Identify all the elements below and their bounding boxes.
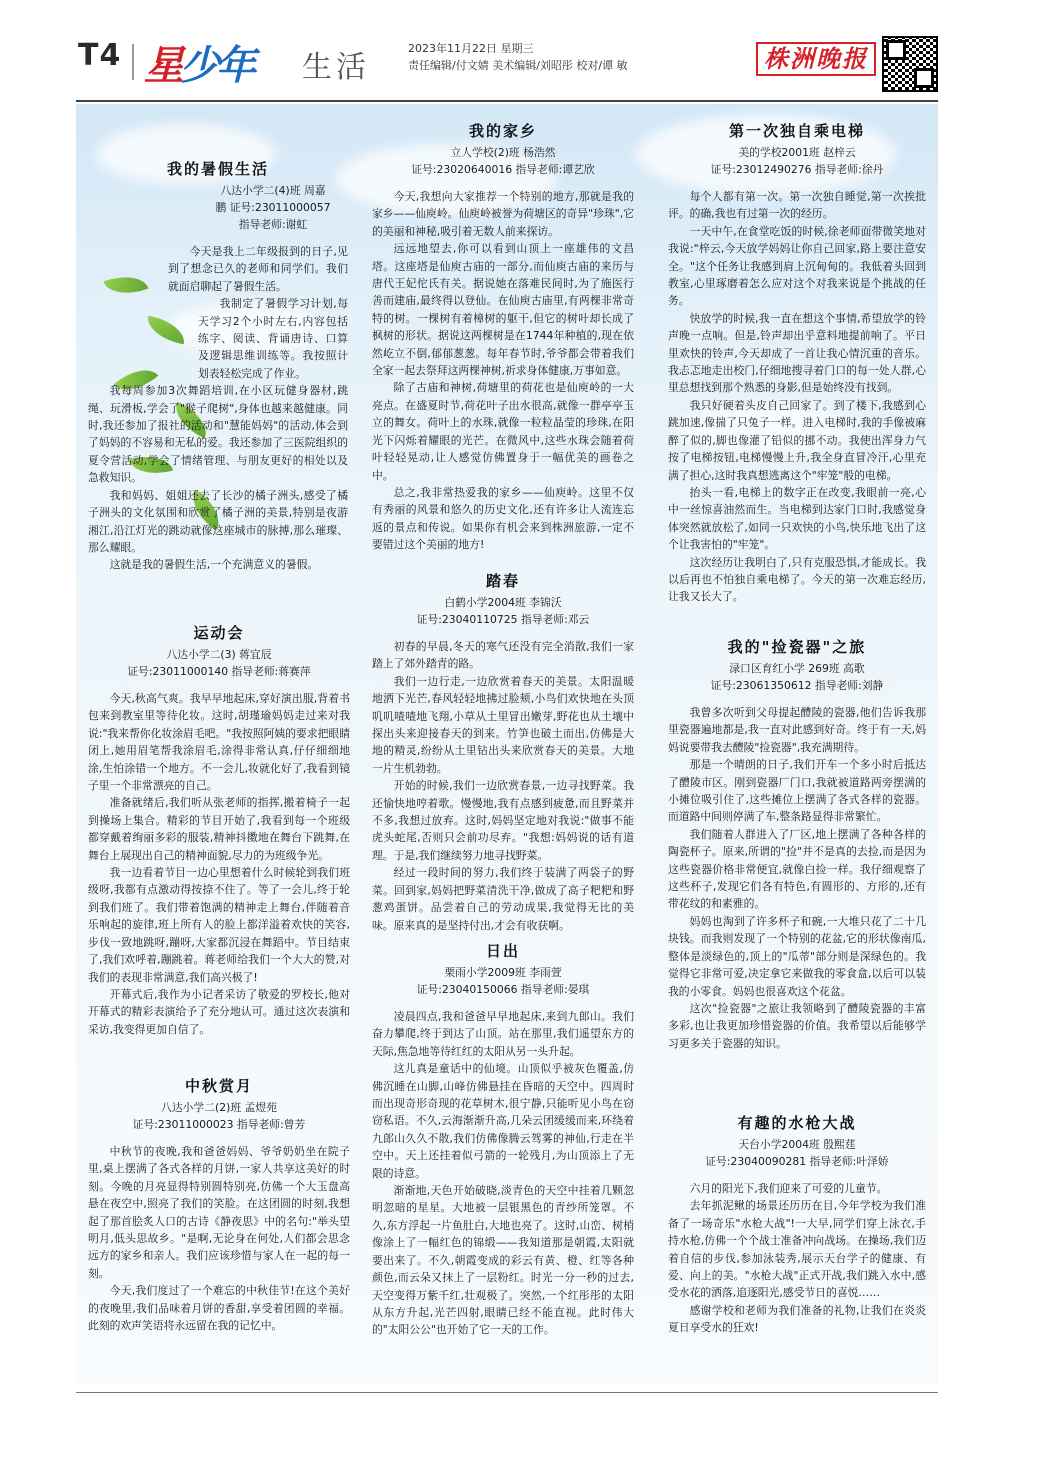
article-paragraph: 一天中午,在食堂吃饭的时候,徐老师面带微笑地对我说:"梓云,今天放学妈妈让你自己回家,路上要注意安全。"这个任务让我感到肩上沉甸甸的。我低着头回到教室,心里琢磨着怎么应对这个对我来说是个挑战的任务。 — [668, 224, 926, 308]
section-title: 生活 — [302, 50, 370, 85]
article-byline — [668, 1136, 926, 1170]
article-sports — [88, 622, 350, 1038]
page-number: T4 — [78, 38, 122, 73]
byline-line: 证号:23011000023 指导老师:曾芳 — [132, 1118, 306, 1131]
article-paragraph: 我制定了暑假学习计划,每天学习2个小时左右,内容包括练字、阅读、背诵唐诗、口算及逻辑思维训练等。我按照计划表轻松完成了作业。 — [198, 297, 348, 380]
article-title: 有趣的水枪大战 — [737, 1114, 857, 1132]
article-paragraph: 渐渐地,天色开始破晓,淡青色的天空中挂着几颗忽明忽暗的星星。大地被一层银黑色的青纱所笼罩。不久,东方浮起一片鱼肚白,大地也亮了。这时,山峦、树梢像涂上了一幅红色的锦缎——我知道那是朝霞,太阳就要出来了。不久,朝霞变成的彩云有黄、橙、红等各种颜色,而云朵又抹上了一层粉红。时光一分一秒的过去,天空变得万紫千红,壮观极了。突然,一个红彤彤的太阳从东方升起,光芒四射,眼睛已经不能直视。此时伟大的"太阳公公"也开始了它一天的工作。 — [372, 1184, 634, 1337]
article-paragraph: 准备就绪后,我们听从张老师的指挥,搬着椅子一起到操场上集合。精彩的节目开始了,我看到每一个班级都穿戴着绚丽多彩的服装,精神抖擞地在舞台下跳舞,在舞台上展现出自己的精神面貌,尽力的为班级争光。 — [88, 796, 350, 862]
byline-line: 白鹤小学2004班 李锦沃 — [444, 596, 562, 609]
article-title: 我的家乡 — [468, 122, 537, 140]
article-paragraph: 六月的阳光下,我们迎来了可爱的儿童节。 — [689, 1182, 888, 1195]
article-title: 中秋赏月 — [184, 1077, 253, 1095]
article-byline — [372, 594, 634, 628]
footer-rule — [76, 1392, 938, 1393]
byline-line: 指导老师:谢虹 — [238, 218, 308, 231]
article-title: 日出 — [485, 942, 520, 960]
article-paragraph: 今天是我上二年级报到的日子,见到了想念已久的老师和同学们。我们就面启聊起了暑假生活。 — [168, 245, 348, 293]
article-summer — [88, 158, 348, 574]
article-paragraph: 开幕式后,我作为小记者采访了敬爱的罗校长,他对开幕式的精彩表演给予了充分地认可。通过这次表演和采访,我变得更加自信了。 — [88, 987, 350, 1036]
article-paragraph: 开始的时候,我们一边欣赏春景,一边寻找野菜。我还愉快地哼着歌。慢慢地,我有点感到疲惫,而且野菜并不多,我想过放弃。这时,妈妈坚定地对我说:"做事不能虎头蛇尾,否则只会前功尽弃。"我想:妈妈说的话有道理。于是,我们继续努力地寻找野菜。 — [372, 779, 634, 862]
article-paragraph: 感谢学校和老师为我们准备的礼物,让我们在炎炎夏日享受水的狂欢! — [668, 1303, 926, 1335]
article-elevator — [668, 120, 926, 606]
byline-line: 渌口区育红小学 269班 高歌 — [729, 662, 865, 675]
article-title: 踏春 — [485, 572, 520, 590]
article-midautumn — [88, 1075, 350, 1334]
article-byline — [88, 182, 348, 233]
article-paragraph: 我只好硬着头皮自己回家了。到了楼下,我感到心跳加速,像揣了只兔子一样。进入电梯时,我的手像被麻醉了似的,脚也像灌了铅似的挪不动。我使出浑身力气按了电梯按钮,电梯慢慢上升,我全身直冒冷汗,心里充满了担心,这时我真想逃离这个"牢笼"般的电梯。 — [668, 398, 926, 482]
header-divider — [132, 44, 134, 80]
masthead — [76, 36, 938, 96]
byline-line: 证号:23040090281 指导老师:叶泽娇 — [705, 1155, 889, 1168]
byline-line: 证号:23040110725 指导老师:邓云 — [416, 613, 590, 626]
article-title: 第一次独自乘电梯 — [728, 122, 865, 140]
byline-line: 证号:23011000140 指导老师:蒋赛萍 — [127, 665, 311, 678]
byline-line: 立人学校(2)班 杨浩然 — [450, 146, 556, 159]
article-paragraph: 凌晨四点,我和爸爸早早地起床,来到九郎山。我们奋力攀爬,终于到达了山顶。站在那里,我们遥望东方的天际,焦急地等待红红的太阳从另一头升起。 — [372, 1010, 634, 1058]
byline-line: 证号:23020640016 指导老师:谭艺欣 — [411, 163, 595, 176]
article-title: 我的"捡瓷器"之旅 — [727, 638, 867, 656]
article-paragraph: 妈妈也淘到了许多杯子和碗,一大堆只花了二十几块钱。而我则发现了一个特别的花盆,它的形状像南瓜,整体是淡绿色的,顶上的"瓜蒂"部分则是深绿色的。我觉得它非常可爱,决定拿它来做我的零食盒,以后可以装我的小零食。妈妈也很喜欢这个花盆。 — [668, 914, 926, 998]
brand-tail: 少年 — [180, 42, 252, 89]
article-paragraph: 我每周参加3次舞蹈培训,在小区玩健身器材,跳绳、玩滑板,学会了"猴子爬树",身体也越来越健康。同时,我还参加了报社的活动和"慧能妈妈"的活动,体会到了妈妈的不容易和无私的爱。我还参加了三医院组织的夏令营活动,学会了情绪管理、与朋友更好的相处以及急救知识。 — [88, 384, 348, 485]
article-paragraph: 抬头一看,电梯上的数字正在改变,我眼前一亮,心中一丝惊喜油然而生。当电梯到达家门口时,我感觉身体突然就放松了,如同一只欢快的小鸟,快乐地飞出了这个让我害怕的"牢笼"。 — [668, 485, 926, 552]
article-byline — [88, 646, 350, 680]
article-watergun — [668, 1112, 926, 1337]
article-paragraph: 中秋节的夜晚,我和爸爸妈妈、爷爷奶奶坐在院子里,桌上摆满了各式各样的月饼,一家人共享这美好的时刻。今晚的月亮显得特别圆特别亮,仿佛一个大玉盘高悬在夜空中,照亮了我们的笑脸。在这团圆的时刻,我想起了那首脍炙人口的古诗《静夜思》中的名句:"举头望明月,低头思故乡。"是啊,无论身在何处,人们都会思念远方的家乡和亲人。我们应该珍惜与家人在一起的每一刻。 — [88, 1145, 350, 1280]
article-paragraph: 今天,我们度过了一个难忘的中秋佳节!在这个美好的夜晚里,我们品味着月饼的香甜,享受着团圆的幸福。此刻的欢声笑语将永远留在我的记忆中。 — [88, 1284, 350, 1333]
byline-line: 证号:23012490276 指导老师:徐丹 — [710, 163, 884, 176]
article-paragraph: 除了古庙和神树,荷塘里的荷花也是仙庾岭的一大亮点。在盛夏时节,荷花叶子出水很高,就像一群亭亭玉立的舞女。荷叶上的水珠,就像一粒粒晶莹的珍珠,在阳光下闪烁着耀眼的光芒。在微风中,这些水珠会随着荷叶轻轻晃动,让人感觉仿佛置身于一幅优美的画卷之中。 — [372, 381, 634, 482]
byline-line: 证号:23061350612 指导老师:刘静 — [710, 679, 884, 692]
byline-line: 栗雨小学2009班 李雨萱 — [444, 966, 562, 979]
article-byline — [372, 144, 634, 178]
article-paragraph: 总之,我非常热爱我的家乡——仙庾岭。这里不仅有秀丽的风景和悠久的历史文化,还有许多让人流连忘返的景点和传说。如果你有机会来到株洲旅游,一定不要错过这个美丽的地方! — [372, 485, 634, 552]
article-paragraph: 初春的早晨,冬天的寒气还没有完全消散,我们一家踏上了郊外踏青的路。 — [372, 640, 634, 671]
article-spring — [372, 570, 634, 934]
article-paragraph: 那是一个晴朗的日子,我们开车一个多小时后抵达了醴陵市区。刚到瓷器厂门口,我就被道路两旁摆满的小摊位吸引住了,这些摊位上摆满了各式各样的瓷器。而道路中间则停满了车,整条路显得非常繁忙。 — [668, 758, 926, 824]
article-paragraph: 经过一段时间的努力,我们终于装满了两袋子的野菜。回到家,妈妈把野菜清洗干净,做成了高子粑粑和野葱鸡蛋饼。品尝着自己的劳动成果,我觉得无比的美味。原来真的是坚持付出,才会有收获啊。 — [372, 866, 634, 932]
article-paragraph: 快放学的时候,我一直在想这个事情,希望放学的铃声晚一点响。但是,铃声却出乎意料地提前响了。平日里欢快的铃声,今天却成了一首让我心情沉重的音乐。我忐忑地走出校门,仔细地搜寻着门口的每一处人群,心里总想找到那个熟悉的身影,但是始终没有找到。 — [668, 311, 926, 395]
newspaper-logo: 株洲晚报 — [756, 42, 876, 76]
byline-line: 八达小学二(4)班 周嘉 — [220, 184, 326, 197]
article-paragraph: 去年抓泥鳅的场景还历历在目,今年学校为我们准备了一场奇乐"水枪大战"!一大早,同学们穿上泳衣,手持水枪,仿佛一个个战士准备冲向战场。在操场,我们迈着自信的步伐,参加泳装秀,展示天台学子的健康、有爱、向上的美。"水枪大战"正式开战,我们跳入水中,感受水花的洒落,追逐阳光,感受节日的喜悦…… — [668, 1199, 926, 1300]
article-paragraph: 每个人都有第一次。第一次独自睡觉,第一次挨批评。的确,我也有过第一次的经历。 — [668, 190, 926, 221]
article-paragraph: 我一边看着节目一边心里想着什么时候轮到我们班级呀,我都有点激动得按捺不住了。等了一会儿,终于轮到我们班了。我们带着饱满的精神走上舞台,伴随着音乐响起的旋律,班上所有人的脸上都洋溢着欢快的笑容,步伐一致地跳呀,蹦呀,大家都沉浸在舞蹈中。节目结束了,我们欢呼着,蹦跳着。蒋老师给我们一个大大的赞,对我们的表现非常满意,我们高兴极了! — [88, 866, 350, 984]
byline-line: 美的学校2001班 赵梓云 — [738, 146, 856, 159]
article-paragraph: 我们随着人群进入了厂区,地上摆满了各种各样的陶瓷杯子。原来,所谓的"捡"并不是真的去捡,而是因为这些瓷器价格非常便宜,就像白捡一样。我仔细观察了这些杯子,发现它们各有特色,有圆形的、方形的,还有带花纹的和素雅的。 — [668, 827, 926, 911]
byline-line: 证号:23040150066 指导老师:晏琪 — [416, 983, 590, 996]
article-paragraph: 这次"捡瓷器"之旅让我领略到了醴陵瓷器的丰富多彩,也让我更加珍惜瓷器的价值。我希望以后能够学习更多关于瓷器的知识。 — [668, 1001, 926, 1050]
article-paragraph: 这就是我的暑假生活,一个充满意义的暑假。 — [109, 558, 319, 572]
article-byline — [668, 660, 926, 694]
editors-line: 责任编辑/付文婧 美术编辑/刘昭彤 校对/谭 敏 — [408, 59, 628, 72]
issue-meta — [408, 40, 628, 74]
article-byline — [88, 1099, 350, 1133]
issue-date: 2023年11月22日 星期三 — [408, 42, 534, 55]
qr-code-icon — [882, 36, 938, 92]
article-byline — [372, 964, 634, 998]
byline-line: 天台小学2004班 殷熙莛 — [738, 1138, 856, 1151]
header-rule — [76, 100, 938, 102]
article-paragraph: 我和妈妈、姐姐还去了长沙的橘子洲头,感受了橘子洲头的文化氛围和欣赏了橘子洲的美景,特别是夜游湘江,沿江灯光的跳动就像这座城市的脉搏,那么璀璨、那么耀眼。 — [88, 488, 348, 554]
article-title: 我的暑假生活 — [166, 160, 269, 178]
article-porcelain — [668, 636, 926, 1052]
article-sunrise — [372, 940, 634, 1339]
article-paragraph: 这儿真是童话中的仙境。山顶似乎被灰色覆盖,仿佛沉睡在山脚,山峰仿佛悬挂在昏暗的天空中。四周时而出现奇形奇现的花草树木,很宁静,只能听见小鸟在窃窃私语。不久,云海渐渐升高,几朵云团缓缓而来,环绕着九郎山久久不散,我们仿佛像腾云驾雾的神仙,行走在半空中。天上还挂着似弓箭的一轮残月,为山顶添上了无限的诗意。 — [372, 1062, 634, 1180]
article-title: 运动会 — [193, 624, 245, 642]
brand-main: 星 — [144, 42, 180, 89]
byline-line: 八达小学二(3) 蒋宜辰 — [166, 648, 272, 661]
article-hometown — [372, 120, 634, 554]
article-paragraph: 今天,我想向大家推荐一个特别的地方,那就是我的家乡——仙庾岭。仙庾岭被誉为荷塘区的奇异"珍珠",它的美丽和神秘,吸引着无数人前来探访。 — [372, 190, 634, 238]
article-paragraph: 今天,秋高气爽。我早早地起床,穿好演出服,背着书包来到教室里等待化妆。这时,胡瑾瑜妈妈走过来对我说:"我来帮你化妆涂眉毛吧。"我按照阿姨的要求把眼睛闭上,她用眉笔帮我涂眉毛,涂得非常认真,仔仔细细地涂,生怕涂错一个地方。不一会儿,妆就化好了,我看到镜子里一个非常漂亮的自己。 — [88, 692, 350, 793]
byline-line: 鹏 证号:23011000057 — [215, 201, 331, 214]
article-paragraph: 我曾多次听到父母提起醴陵的瓷器,他们告诉我那里瓷器遍地都是,我一直对此感到好奇。终于有一天,妈妈说要带我去醴陵"捡瓷器",我充满期待。 — [668, 706, 926, 754]
article-byline — [668, 144, 926, 178]
article-paragraph: 远远地望去,你可以看到山顶上一座雄伟的文昌塔。这座塔是仙庾古庙的一部分,而仙庾古庙的来历与唐代王妃佗氏有关。据说她在落难民间时,为了施医行善而建庙,最终得以登仙。在仙庾古庙里,有两棵非常奇特的树。一棵树有着樟树的躯干,但它的树叶却长成了枫树的形状。据说这两棵树是在1744年种植的,现在依然屹立不倒,郁郁葱葱。每年春节时,爷爷都会带着我们全家一起去祭拜这两棵神树,祈求身体健康,万事如意。 — [372, 242, 634, 378]
article-paragraph: 这次经历让我明白了,只有克服恐惧,才能成长。我以后再也不怕独自乘电梯了。今天的第一次难忘经历,让我又长大了。 — [668, 555, 926, 604]
byline-line: 八达小学二(2)班 孟煜苑 — [161, 1101, 277, 1114]
article-paragraph: 我们一边行走,一边欣赏着春天的美景。太阳温暖地洒下光芒,春风轻轻地拂过脸颊,小鸟们欢快地在头顶叽叽喳喳地飞翔,小草从土里冒出嫩芽,野花也从土壤中探出头来迎接春天的到来。竹笋也破土而出,仿佛是大地的精灵,纷纷从土里钻出头来欣赏春天的美景。大地一片生机勃勃。 — [372, 674, 634, 775]
brand-logo — [144, 34, 252, 91]
